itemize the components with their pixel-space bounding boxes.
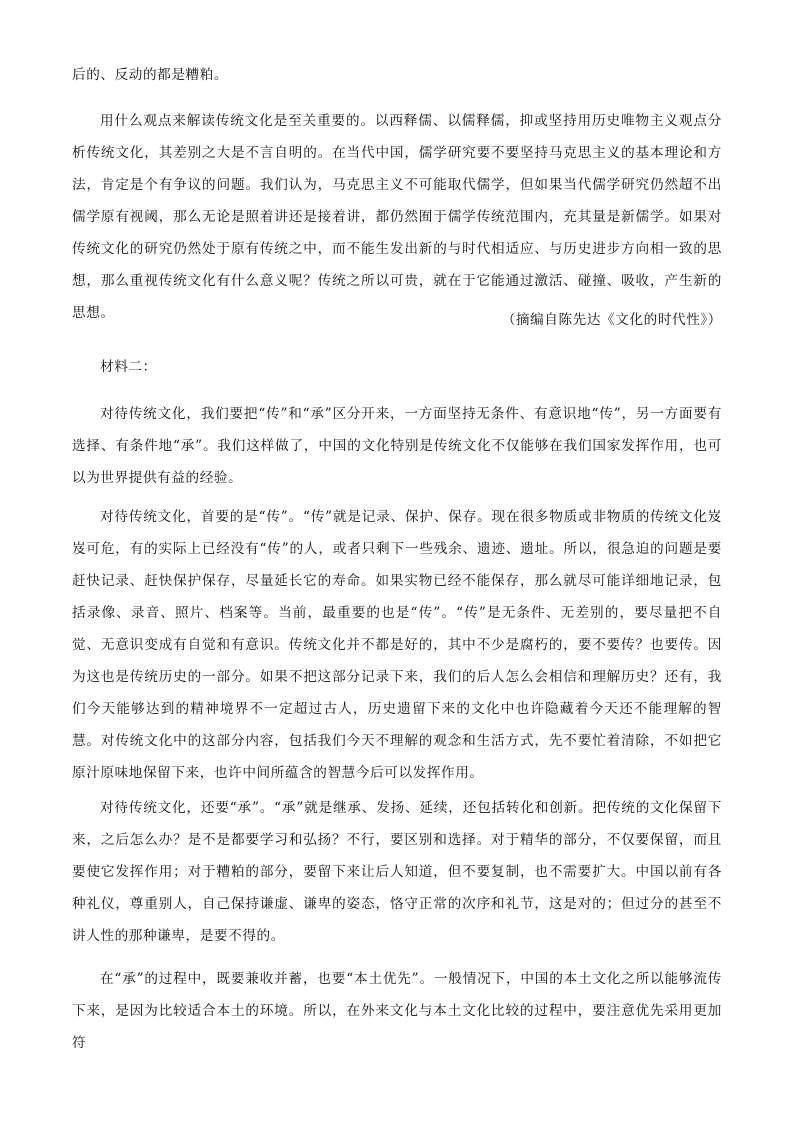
paragraph-chuan-cheng: 对待传统文化，我们要把“传”和“承”区分开来，一方面坚持无条件、有意识地“传”，另一方面要有选择、有条件地“承”。我们这样做了，中国的文化特别是传统文化不仅能够在我们国家发挥作用，也可以为世界提供有益的经验。 (72, 406, 722, 486)
source-citation: （摘编自陈先达《文化的时代性》） (501, 312, 722, 328)
paragraph-continuation: 后的、反动的都是糟粕。 (72, 67, 229, 83)
paragraph-interpretation: 用什么观点来解读传统文化是至关重要的。以西释儒、以儒释儒，抑或坚持用历史唯物主义观点分析传统文化，其差别之大是不言自明的。在当代中国，儒学研究要不要坚持马克思主义的基本理论和方法，肯定是个有争议的问题。我们认为，马克思主义不可能取代儒学，但如果当代儒学研究仍然超不出儒学原有视阈，那么无论是照着讲还是接着讲，都仍然囿于儒学传统范围内，充其量是新儒学。如果对传统文化的研究仍然处于原有传统之中，而不能生发出新的与时代相适应、与历史进步方向相一致的思想，那么重视传统文化有什么意义呢？传统之所以可贵，就在于它能通过激活、碰撞、吸收，产生新的思想。 (72, 113, 722, 321)
paragraph-chuan: 对待传统文化，首要的是“传”。“传”就是记录、保护、保存。现在很多物质或非物质的传统文化岌岌可危，有的实际上已经没有“传”的人，或者只剩下一些残余、遗迹、遗址。所以，很急迫的问题是要赶快记录、赶快保护保存，尽量延长它的寿命。如果实物已经不能保存，那么就尽可能详细地记录，包括录像、录音、照片、档案等。当前，最重要的也是“传”。“传”是无条件、无差别的，要尽量把不自觉、无意识变成有自觉和有意识。传统文化并不都是好的，其中不少是腐朽的，要不要传？也要传。因为这也是传统历史的一部分。如果不把这部分记录下来，我们的后人怎么会相信和理解历史？还有，我们今天能够达到的精神境界不一定超过古人，历史遗留下来的文化中也许隐藏着今天还不能理解的智慧。对传统文化中的这部分内容，包括我们今天不理解的观念和生活方式，先不要忙着清除，不如把它原汁原味地保留下来，也许中间所蕴含的智慧今后可以发挥作用。 (72, 509, 722, 781)
paragraph-local-priority: 在“承”的过程中，既要兼收并蓄，也要“本土优先”。一般情况下，中国的本土文化之所以能够流传下来，是因为比较适合本土的环境。所以，在外来文化与本土文化比较的过程中，要注意优先采用更加符 (72, 971, 722, 1051)
paragraph-cheng: 对待传统文化，还要“承”。“承”就是继承、发扬、延续，还包括转化和创新。把传统的文化保留下来，之后怎么办？是不是都要学习和弘扬？不行，要区别和选择。对于精华的部分，不仅要保留，而且要使它发挥作用；对于糟粕的部分，要留下来让后人知道，但不要复制，也不需要扩大。中国以前有各种礼仪，尊重别人，自己保持谦虚、谦卑的姿态，恪守正常的次序和礼节，这是对的；但过分的甚至不讲人性的那种谦卑，是要不得的。 (72, 800, 722, 944)
material-two-label: 材料二： (100, 359, 157, 375)
